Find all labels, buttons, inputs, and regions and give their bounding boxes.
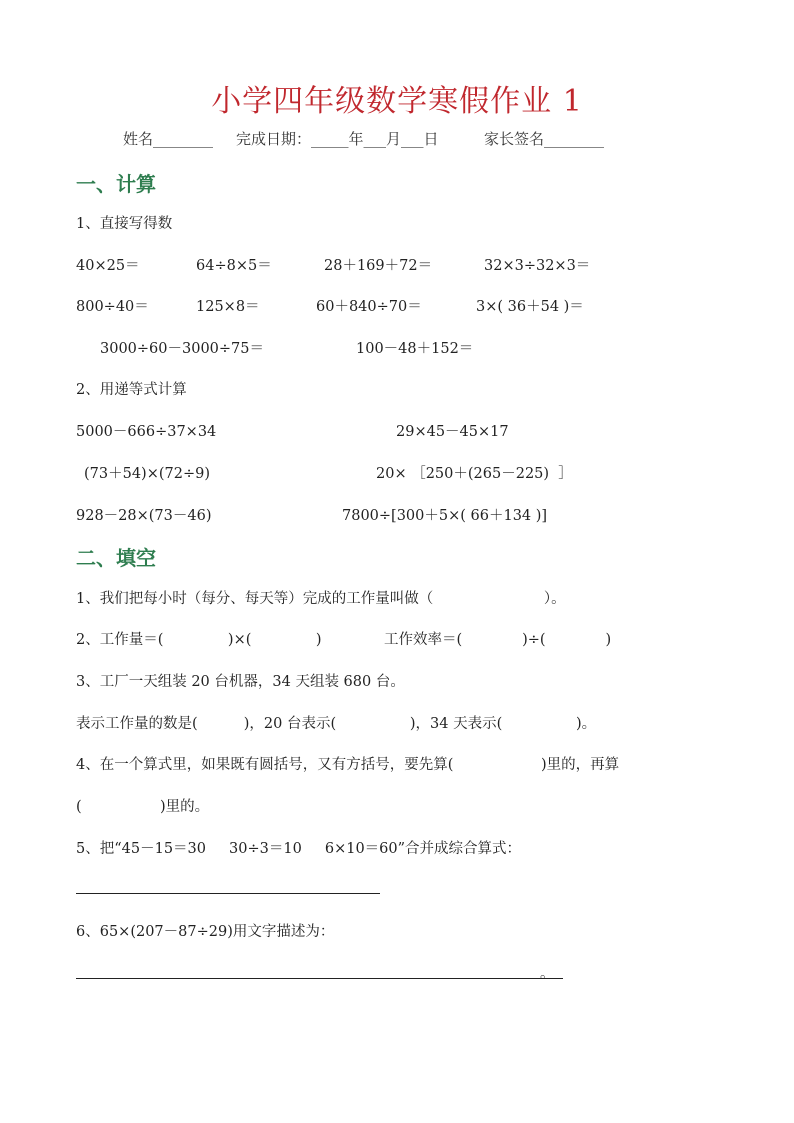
mental-math-item: 3×( 36＋54 )＝ xyxy=(476,299,584,315)
fill-question: 3、工厂一天组装 20 台机器，34 天组装 680 台。 xyxy=(76,674,405,690)
step-calculation-item: 29×45－45×17 xyxy=(396,424,509,440)
mental-math-item: 60＋840÷70＝ xyxy=(316,299,422,315)
question-label: 2、用递等式计算 xyxy=(76,382,187,398)
mental-math-item: 40×25＝ xyxy=(76,258,140,274)
fill-question: 表示工作量的数是( )，20 台表示( )，34 天表示( )。 xyxy=(76,716,597,732)
parent-signature-field: 家长签名________ xyxy=(484,130,605,148)
fill-question: 4、在一个算式里，如果既有圆括号，又有方括号，要先算( )里的，再算 xyxy=(76,757,620,773)
fill-question: 2、工作量＝( )×( ) xyxy=(76,632,322,648)
question-label: 1、直接写得数 xyxy=(76,216,173,232)
mental-math-item: 64÷8×5＝ xyxy=(196,258,272,274)
step-calculation-item: 7800÷[300＋5×( 66＋134 )] xyxy=(342,508,548,524)
mental-math-item: 28＋169＋72＝ xyxy=(324,258,433,274)
fill-question: 工作效率＝( )÷( ) xyxy=(384,632,612,648)
section-heading-calculation: 一、计算 xyxy=(76,172,156,196)
step-calculation-item: 20× ［250＋(265－225) ］ xyxy=(376,466,573,482)
mental-math-item: 3000÷60－3000÷75＝ xyxy=(100,341,265,357)
fill-question: ( )里的。 xyxy=(76,799,210,815)
step-calculation-item: (73＋54)×(72÷9) xyxy=(84,466,211,482)
answer-line xyxy=(76,893,380,894)
sentence-end-mark: 。 xyxy=(540,966,555,982)
mental-math-item: 800÷40＝ xyxy=(76,299,149,315)
fill-question: 5、把“45－15＝30 30÷3＝10 6×10＝60”合并成综合算式： xyxy=(76,841,522,857)
mental-math-item: 32×3÷32×3＝ xyxy=(484,258,591,274)
step-calculation-item: 5000－666÷37×34 xyxy=(76,424,217,440)
name-field: 姓名________ xyxy=(123,130,214,148)
fill-question: 6、65×(207－87÷29)用文字描述为： xyxy=(76,924,335,940)
date-field: 完成日期：_____年___月___日 xyxy=(236,130,439,148)
page-title: 小学四年级数学寒假作业 1 xyxy=(211,84,583,119)
fill-question: 1、我们把每小时（每分、每天等）完成的工作量叫做（ ）。 xyxy=(76,591,566,607)
step-calculation-item: 928－28×(73－46) xyxy=(76,508,212,524)
mental-math-item: 125×8＝ xyxy=(196,299,260,315)
answer-line xyxy=(76,978,563,979)
mental-math-item: 100－48＋152＝ xyxy=(356,341,474,357)
section-heading-fill-blanks: 二、填空 xyxy=(76,546,156,570)
